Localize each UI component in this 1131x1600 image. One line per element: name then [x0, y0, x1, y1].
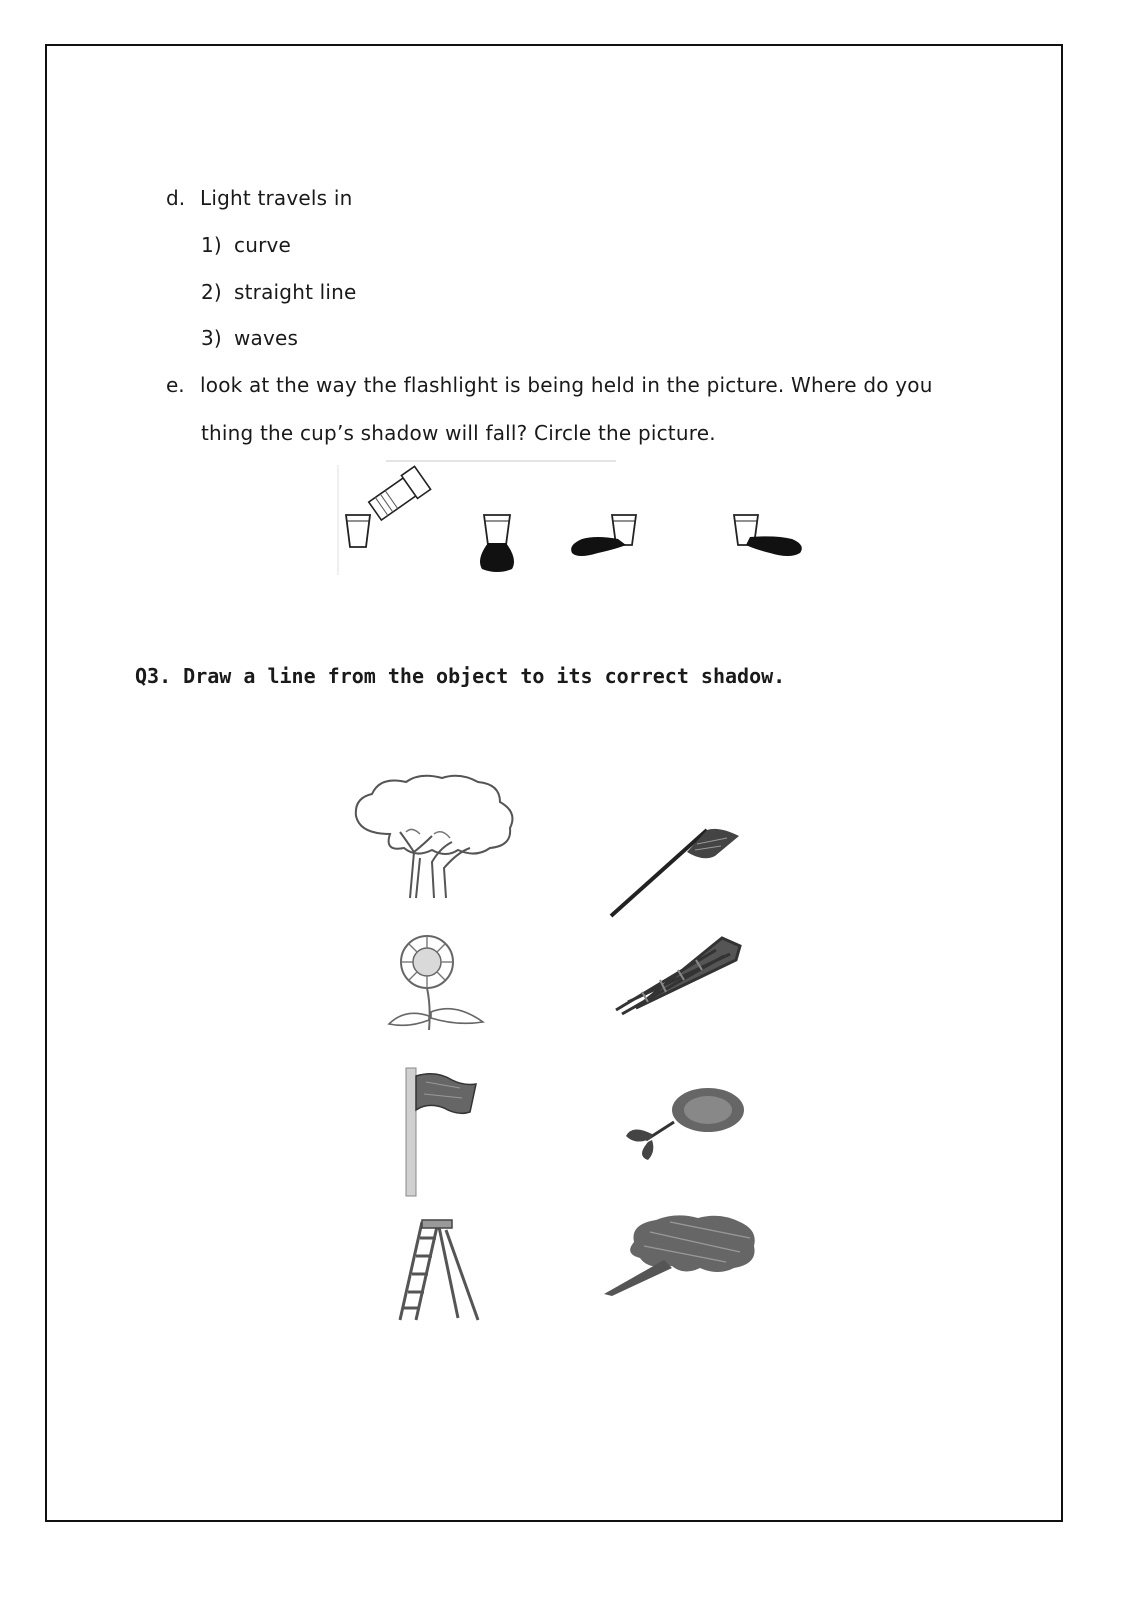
flag-shadow-icon[interactable] [607, 822, 742, 918]
question-d-label: d. [166, 186, 186, 210]
option-3-number: 3) [201, 326, 222, 350]
tree-icon[interactable] [350, 772, 530, 900]
question-d-text: Light travels in [200, 186, 353, 210]
question-e-line2: thing the cup’s shadow will fall? Circle the picture. [201, 421, 716, 445]
flashlight-cup-figure [336, 455, 806, 580]
question-e-line1: look at the way the flashlight is being held in the picture. Where do you [200, 373, 933, 397]
page-border [45, 44, 1063, 1522]
shadow-option-2[interactable] [571, 515, 636, 556]
shadow-option-3[interactable] [734, 515, 802, 556]
flower-icon[interactable] [385, 932, 490, 1034]
ladder-icon[interactable] [394, 1218, 486, 1324]
option-3-text: waves [234, 326, 299, 350]
shadow-option-1[interactable] [480, 515, 514, 572]
ladder-shadow-icon[interactable] [612, 936, 742, 1016]
option-1-text: curve [234, 233, 292, 257]
q3-title: Q3. Draw a line from the object to its correct shadow. [135, 664, 786, 688]
option-1-number: 1) [201, 233, 222, 257]
question-e-label: e. [166, 373, 185, 397]
cup-icon [346, 515, 370, 547]
flag-icon[interactable] [400, 1064, 480, 1197]
tree-shadow-icon[interactable] [600, 1212, 760, 1298]
option-2-number: 2) [201, 280, 222, 304]
flashlight-icon [367, 466, 431, 522]
flower-shadow-icon[interactable] [622, 1086, 750, 1162]
option-2-text: straight line [234, 280, 357, 304]
